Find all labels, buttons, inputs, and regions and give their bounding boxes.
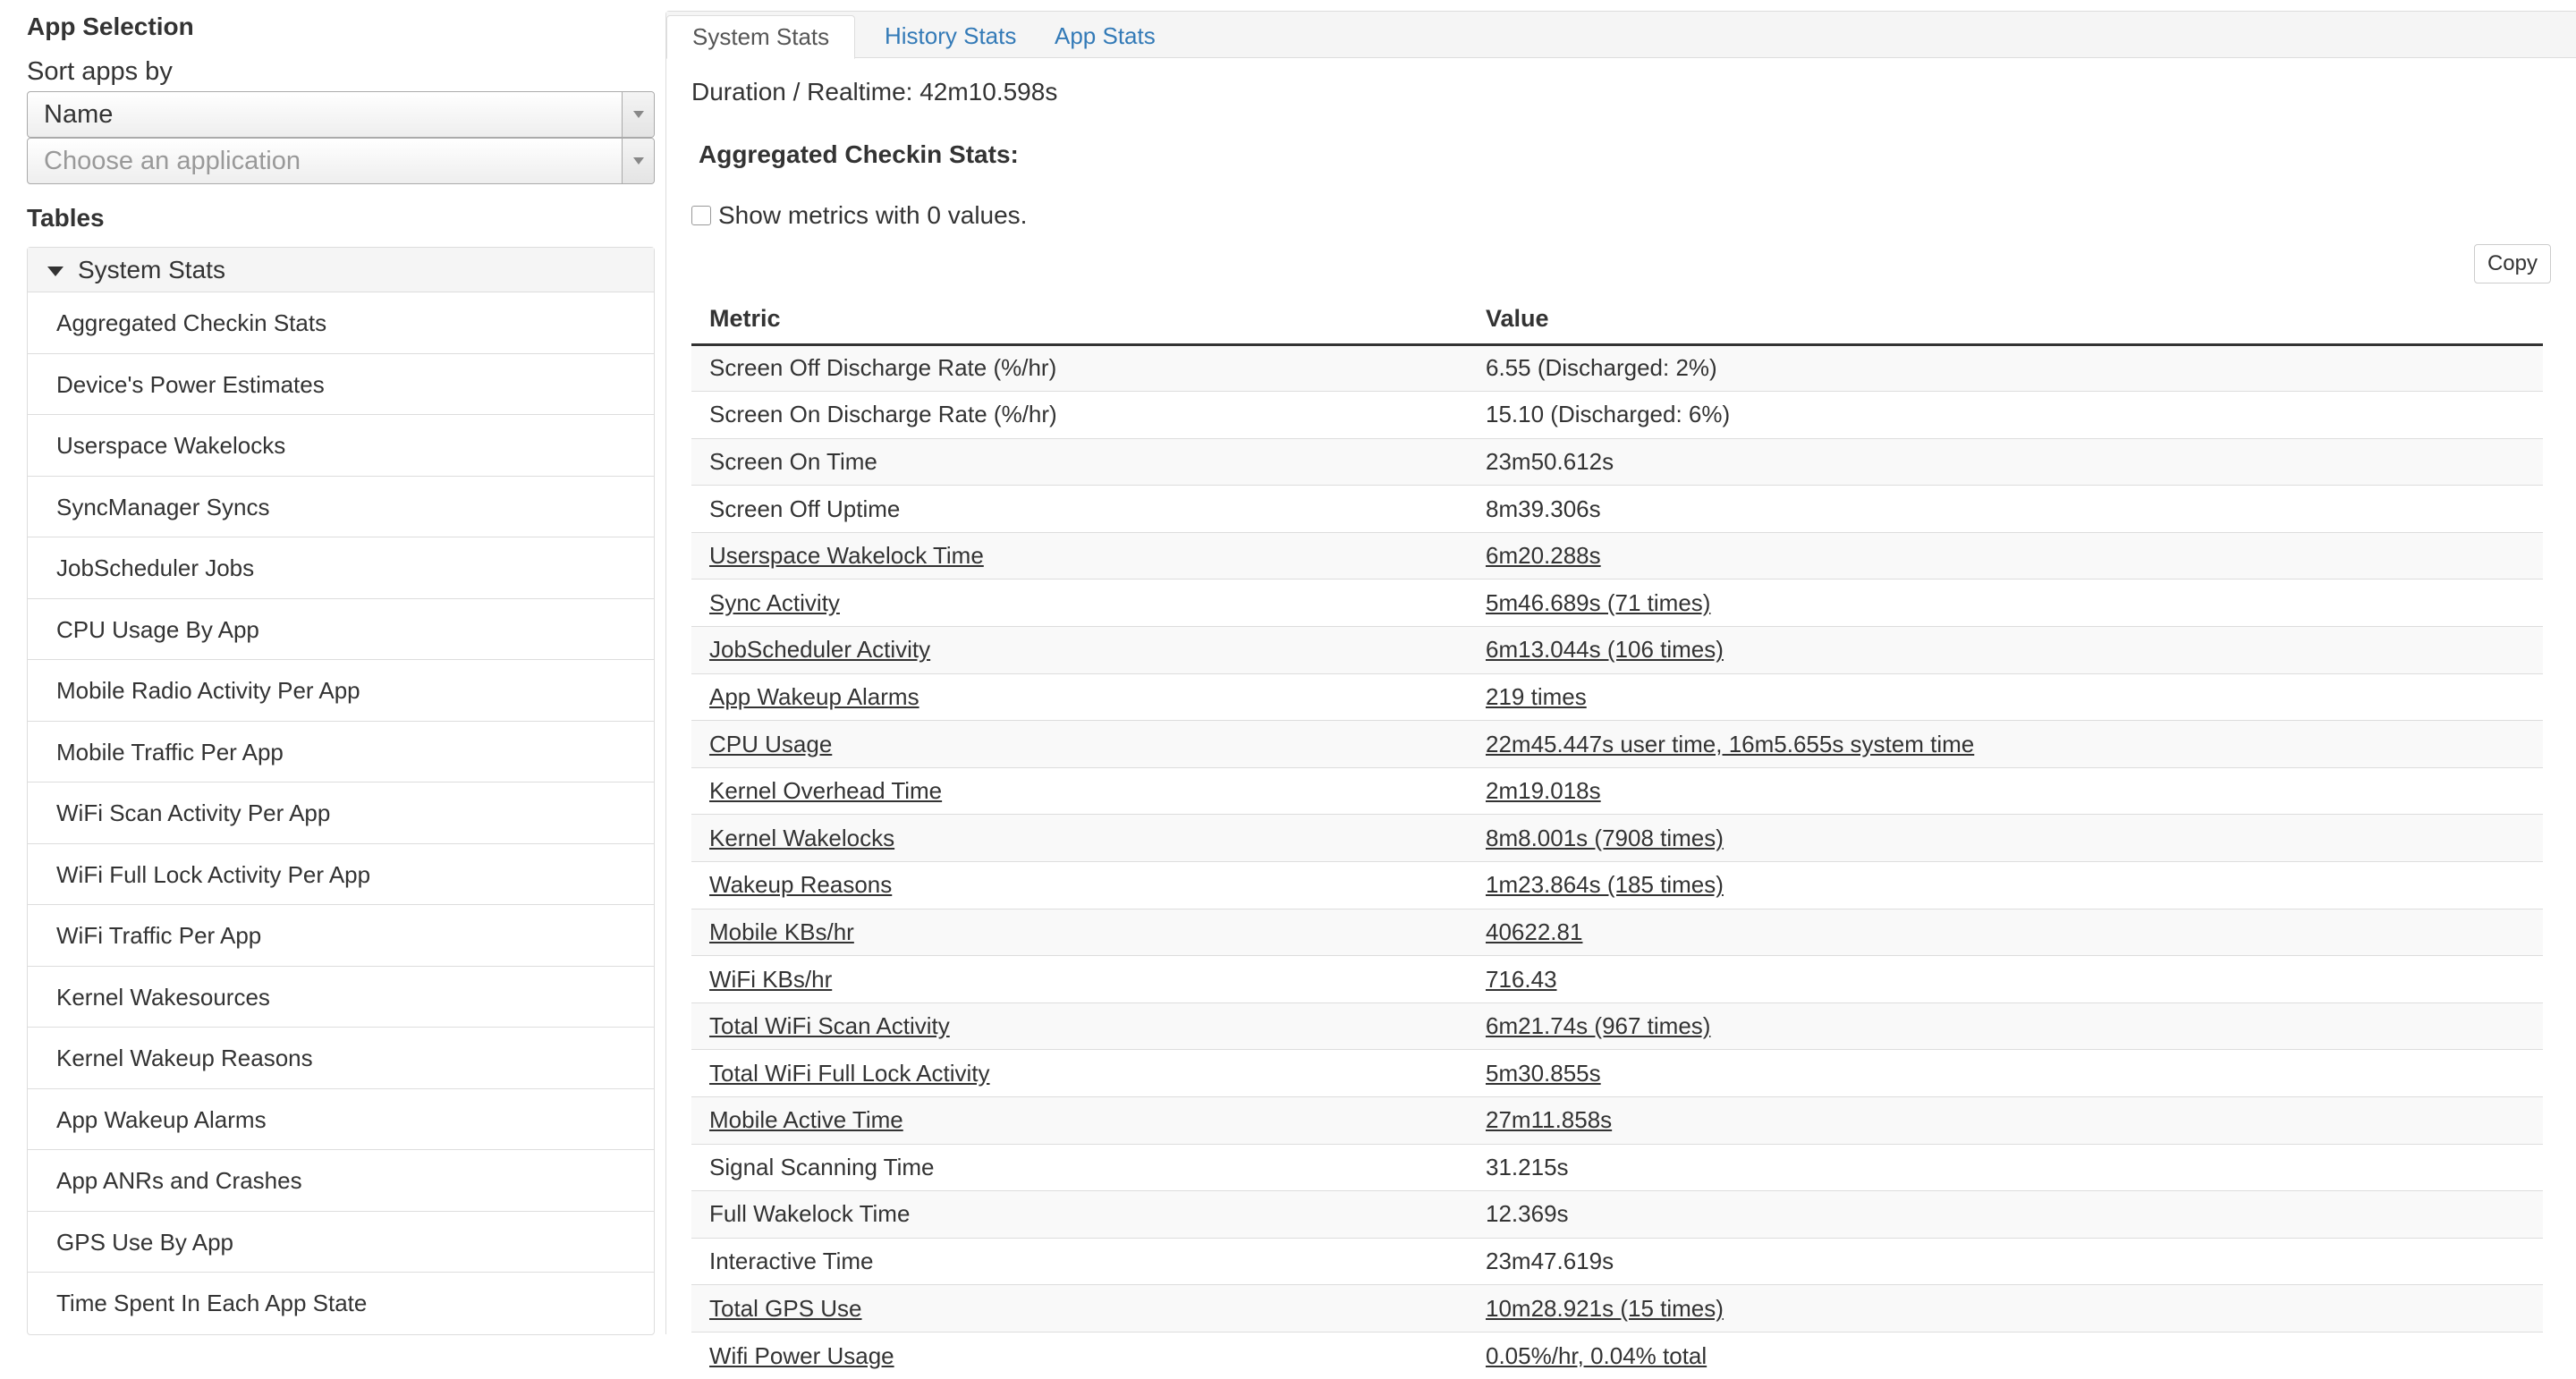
metric-cell[interactable] bbox=[691, 1050, 1468, 1097]
table-row bbox=[691, 532, 2543, 580]
sidebar-table-item[interactable]: Userspace Wakelocks bbox=[28, 415, 654, 477]
value-link[interactable]: 716.43 bbox=[1486, 965, 1557, 993]
system-stats-panel-header[interactable] bbox=[28, 248, 654, 292]
metric-cell[interactable] bbox=[691, 1285, 1468, 1332]
metric-cell[interactable] bbox=[691, 673, 1468, 721]
metric-cell bbox=[691, 392, 1468, 439]
value-cell bbox=[1468, 486, 2543, 533]
table-row bbox=[691, 1285, 2543, 1332]
metric-link[interactable]: Mobile Active Time bbox=[709, 1106, 903, 1134]
metric-cell[interactable] bbox=[691, 580, 1468, 627]
metric-link[interactable]: Total GPS Use bbox=[709, 1294, 862, 1322]
sidebar-table-item[interactable]: WiFi Traffic Per App bbox=[28, 905, 654, 967]
metric-cell bbox=[691, 1191, 1468, 1239]
metric-link[interactable]: Kernel Wakelocks bbox=[709, 824, 895, 851]
metric-cell[interactable] bbox=[691, 1097, 1468, 1145]
value-link[interactable]: 40622.81 bbox=[1486, 918, 1583, 945]
sidebar-table-item[interactable]: App Wakeup Alarms bbox=[28, 1089, 654, 1151]
value-link[interactable]: 5m46.689s (71 times) bbox=[1486, 588, 1711, 616]
metric-link[interactable]: JobScheduler Activity bbox=[709, 636, 931, 664]
tables-list bbox=[28, 292, 654, 1334]
sort-select[interactable] bbox=[27, 91, 655, 138]
value-cell bbox=[1468, 392, 2543, 439]
tabs-bar bbox=[666, 12, 2576, 58]
sort-select-value: Name bbox=[44, 100, 114, 129]
value-cell bbox=[1468, 438, 2543, 486]
value-link[interactable]: 1m23.864s (185 times) bbox=[1486, 871, 1724, 899]
table-row bbox=[691, 1144, 2543, 1191]
value-link[interactable]: 6m20.288s bbox=[1486, 542, 1601, 570]
table-row bbox=[691, 956, 2543, 1003]
value-link[interactable]: 8m8.001s (7908 times) bbox=[1486, 824, 1724, 851]
metric-cell[interactable] bbox=[691, 1003, 1468, 1050]
metric-cell bbox=[691, 1144, 1468, 1191]
value-link[interactable]: 2m19.018s bbox=[1486, 777, 1601, 805]
metric-text: Full Wakelock Time bbox=[709, 1200, 911, 1228]
section-title: Aggregated Checkin Stats: bbox=[699, 140, 1019, 168]
value-link[interactable]: 219 times bbox=[1486, 682, 1587, 710]
tables-title: Tables bbox=[27, 204, 105, 232]
value-cell[interactable] bbox=[1468, 673, 2543, 721]
table-row bbox=[691, 344, 2543, 392]
table-row bbox=[691, 909, 2543, 956]
metric-cell bbox=[691, 344, 1468, 392]
value-link[interactable]: 5m30.855s bbox=[1486, 1059, 1601, 1087]
show-zero-toggle[interactable] bbox=[691, 201, 1027, 230]
value-cell bbox=[1468, 344, 2543, 392]
value-text: 23m50.612s bbox=[1486, 447, 1614, 475]
caret-down-icon[interactable] bbox=[47, 266, 64, 276]
value-cell[interactable] bbox=[1468, 627, 2543, 674]
value-cell bbox=[1468, 1144, 2543, 1191]
metric-cell[interactable] bbox=[691, 1332, 1468, 1379]
value-cell[interactable] bbox=[1468, 1003, 2543, 1050]
table-row bbox=[691, 392, 2543, 439]
sidebar-table-item[interactable]: Kernel Wakeup Reasons bbox=[28, 1028, 654, 1089]
table-row bbox=[691, 1050, 2543, 1097]
metric-cell[interactable] bbox=[691, 767, 1468, 815]
metric-link[interactable]: CPU Usage bbox=[709, 730, 833, 757]
value-cell[interactable] bbox=[1468, 1050, 2543, 1097]
metric-cell[interactable] bbox=[691, 721, 1468, 768]
value-text: 31.215s bbox=[1486, 1153, 1569, 1180]
value-cell[interactable] bbox=[1468, 815, 2543, 862]
sidebar-table-item[interactable]: Device's Power Estimates bbox=[28, 354, 654, 416]
value-text: 12.369s bbox=[1486, 1200, 1569, 1228]
sidebar-table-item[interactable]: JobScheduler Jobs bbox=[28, 537, 654, 599]
tables-panel bbox=[27, 247, 655, 1335]
copy-button[interactable]: Copy bbox=[2474, 244, 2551, 283]
value-cell[interactable] bbox=[1468, 1332, 2543, 1379]
sidebar-table-item[interactable]: GPS Use By App bbox=[28, 1212, 654, 1273]
value-cell[interactable] bbox=[1468, 909, 2543, 956]
value-link[interactable]: 0.05%/hr, 0.04% total bbox=[1486, 1341, 1707, 1369]
value-link[interactable]: 10m28.921s (15 times) bbox=[1486, 1294, 1724, 1322]
app-select[interactable] bbox=[27, 138, 655, 184]
table-row bbox=[691, 1003, 2543, 1050]
metric-cell[interactable] bbox=[691, 862, 1468, 909]
duration-realtime: Duration / Realtime: 42m10.598s bbox=[691, 78, 1058, 106]
sidebar-table-item[interactable]: Aggregated Checkin Stats bbox=[28, 292, 654, 354]
metric-cell[interactable] bbox=[691, 909, 1468, 956]
metric-link[interactable]: Total WiFi Full Lock Activity bbox=[709, 1059, 990, 1087]
table-row bbox=[691, 1238, 2543, 1285]
value-cell[interactable] bbox=[1468, 1097, 2543, 1145]
metric-cell[interactable] bbox=[691, 532, 1468, 580]
metric-text: Screen On Time bbox=[709, 447, 877, 475]
value-cell[interactable] bbox=[1468, 956, 2543, 1003]
value-cell[interactable] bbox=[1468, 532, 2543, 580]
stats-table-body bbox=[691, 344, 2543, 1379]
show-zero-label: Show metrics with 0 values. bbox=[718, 201, 1028, 229]
table-row bbox=[691, 1097, 2543, 1145]
main-panel bbox=[665, 11, 2576, 1369]
value-cell bbox=[1468, 1191, 2543, 1239]
metric-cell bbox=[691, 438, 1468, 486]
metric-link[interactable]: Wifi Power Usage bbox=[709, 1341, 894, 1369]
tab-app-stats[interactable]: App Stats bbox=[1055, 22, 1156, 49]
table-row bbox=[691, 627, 2543, 674]
value-cell[interactable] bbox=[1468, 580, 2543, 627]
sidebar-table-item[interactable]: Time Spent In Each App State bbox=[56, 1290, 368, 1316]
panel-header-label: System Stats bbox=[78, 256, 225, 283]
show-zero-checkbox[interactable] bbox=[691, 206, 711, 225]
sidebar-table-item[interactable]: WiFi Full Lock Activity Per App bbox=[28, 844, 654, 906]
table-row bbox=[691, 862, 2543, 909]
table-row bbox=[691, 767, 2543, 815]
table-row bbox=[691, 721, 2543, 768]
metric-link[interactable]: Kernel Overhead Time bbox=[709, 777, 943, 805]
table-header-row bbox=[691, 294, 2543, 344]
table-row bbox=[691, 1332, 2543, 1379]
sidebar-table-item[interactable]: App ANRs and Crashes bbox=[28, 1150, 654, 1212]
value-text: 15.10 (Discharged: 6%) bbox=[1486, 401, 1731, 428]
table-row bbox=[691, 438, 2543, 486]
sidebar-table-item[interactable]: CPU Usage By App bbox=[28, 599, 654, 661]
metric-cell bbox=[691, 1238, 1468, 1285]
metric-link[interactable]: Sync Activity bbox=[709, 588, 840, 616]
chevron-down-icon[interactable] bbox=[622, 139, 654, 183]
sidebar-table-item[interactable]: SyncManager Syncs bbox=[28, 477, 654, 538]
value-link[interactable]: 6m13.044s (106 times) bbox=[1486, 636, 1724, 664]
app-selection-title: App Selection bbox=[27, 13, 194, 40]
metric-link[interactable]: Wakeup Reasons bbox=[709, 871, 893, 899]
column-header-metric: Metric bbox=[691, 294, 1468, 344]
metric-text: Screen On Discharge Rate (%/hr) bbox=[709, 401, 1057, 428]
metric-link[interactable]: Mobile KBs/hr bbox=[709, 918, 854, 945]
sidebar-table-item[interactable]: Kernel Wakesources bbox=[28, 967, 654, 1028]
metric-text: Signal Scanning Time bbox=[709, 1153, 935, 1180]
metric-link[interactable]: Total WiFi Scan Activity bbox=[709, 1012, 950, 1040]
value-cell bbox=[1468, 1238, 2543, 1285]
sidebar-table-item[interactable]: Mobile Traffic Per App bbox=[28, 722, 654, 783]
metric-cell[interactable] bbox=[691, 627, 1468, 674]
sidebar-table-item[interactable]: Mobile Radio Activity Per App bbox=[28, 660, 654, 722]
value-link[interactable]: 6m21.74s (967 times) bbox=[1486, 1012, 1711, 1040]
value-text: 23m47.619s bbox=[1486, 1248, 1614, 1275]
metric-text: Screen Off Discharge Rate (%/hr) bbox=[709, 354, 1057, 382]
metric-cell[interactable] bbox=[691, 815, 1468, 862]
value-cell[interactable] bbox=[1468, 721, 2543, 768]
tab-history-stats[interactable]: History Stats bbox=[885, 22, 1017, 49]
table-row bbox=[691, 580, 2543, 627]
metric-text: Screen Off Uptime bbox=[709, 495, 901, 522]
metric-cell bbox=[691, 486, 1468, 533]
table-row bbox=[691, 1191, 2543, 1239]
sidebar bbox=[27, 0, 655, 1334]
value-text: 6.55 (Discharged: 2%) bbox=[1486, 354, 1717, 382]
sort-apps-label: Sort apps by bbox=[27, 57, 173, 86]
app-select-placeholder: Choose an application bbox=[44, 147, 301, 175]
stats-table bbox=[691, 294, 2543, 1379]
table-row bbox=[691, 815, 2543, 862]
value-link[interactable]: 27m11.858s bbox=[1486, 1106, 1613, 1134]
sidebar-table-item[interactable]: WiFi Scan Activity Per App bbox=[28, 783, 654, 844]
value-cell[interactable] bbox=[1468, 862, 2543, 909]
value-link[interactable]: 22m45.447s user time, 16m5.655s system time bbox=[1486, 730, 1975, 757]
metric-text: Interactive Time bbox=[709, 1248, 874, 1275]
table-row bbox=[691, 673, 2543, 721]
tab-system-stats[interactable]: System Stats bbox=[666, 15, 855, 59]
value-text: 8m39.306s bbox=[1486, 495, 1601, 522]
value-cell[interactable] bbox=[1468, 1285, 2543, 1332]
table-row bbox=[691, 486, 2543, 533]
metric-link[interactable]: App Wakeup Alarms bbox=[709, 682, 919, 710]
chevron-down-icon[interactable] bbox=[622, 92, 654, 137]
column-header-value: Value bbox=[1468, 294, 2543, 344]
metric-link[interactable]: WiFi KBs/hr bbox=[709, 965, 833, 993]
metric-cell[interactable] bbox=[691, 956, 1468, 1003]
metric-link[interactable]: Userspace Wakelock Time bbox=[709, 542, 984, 570]
value-cell[interactable] bbox=[1468, 767, 2543, 815]
